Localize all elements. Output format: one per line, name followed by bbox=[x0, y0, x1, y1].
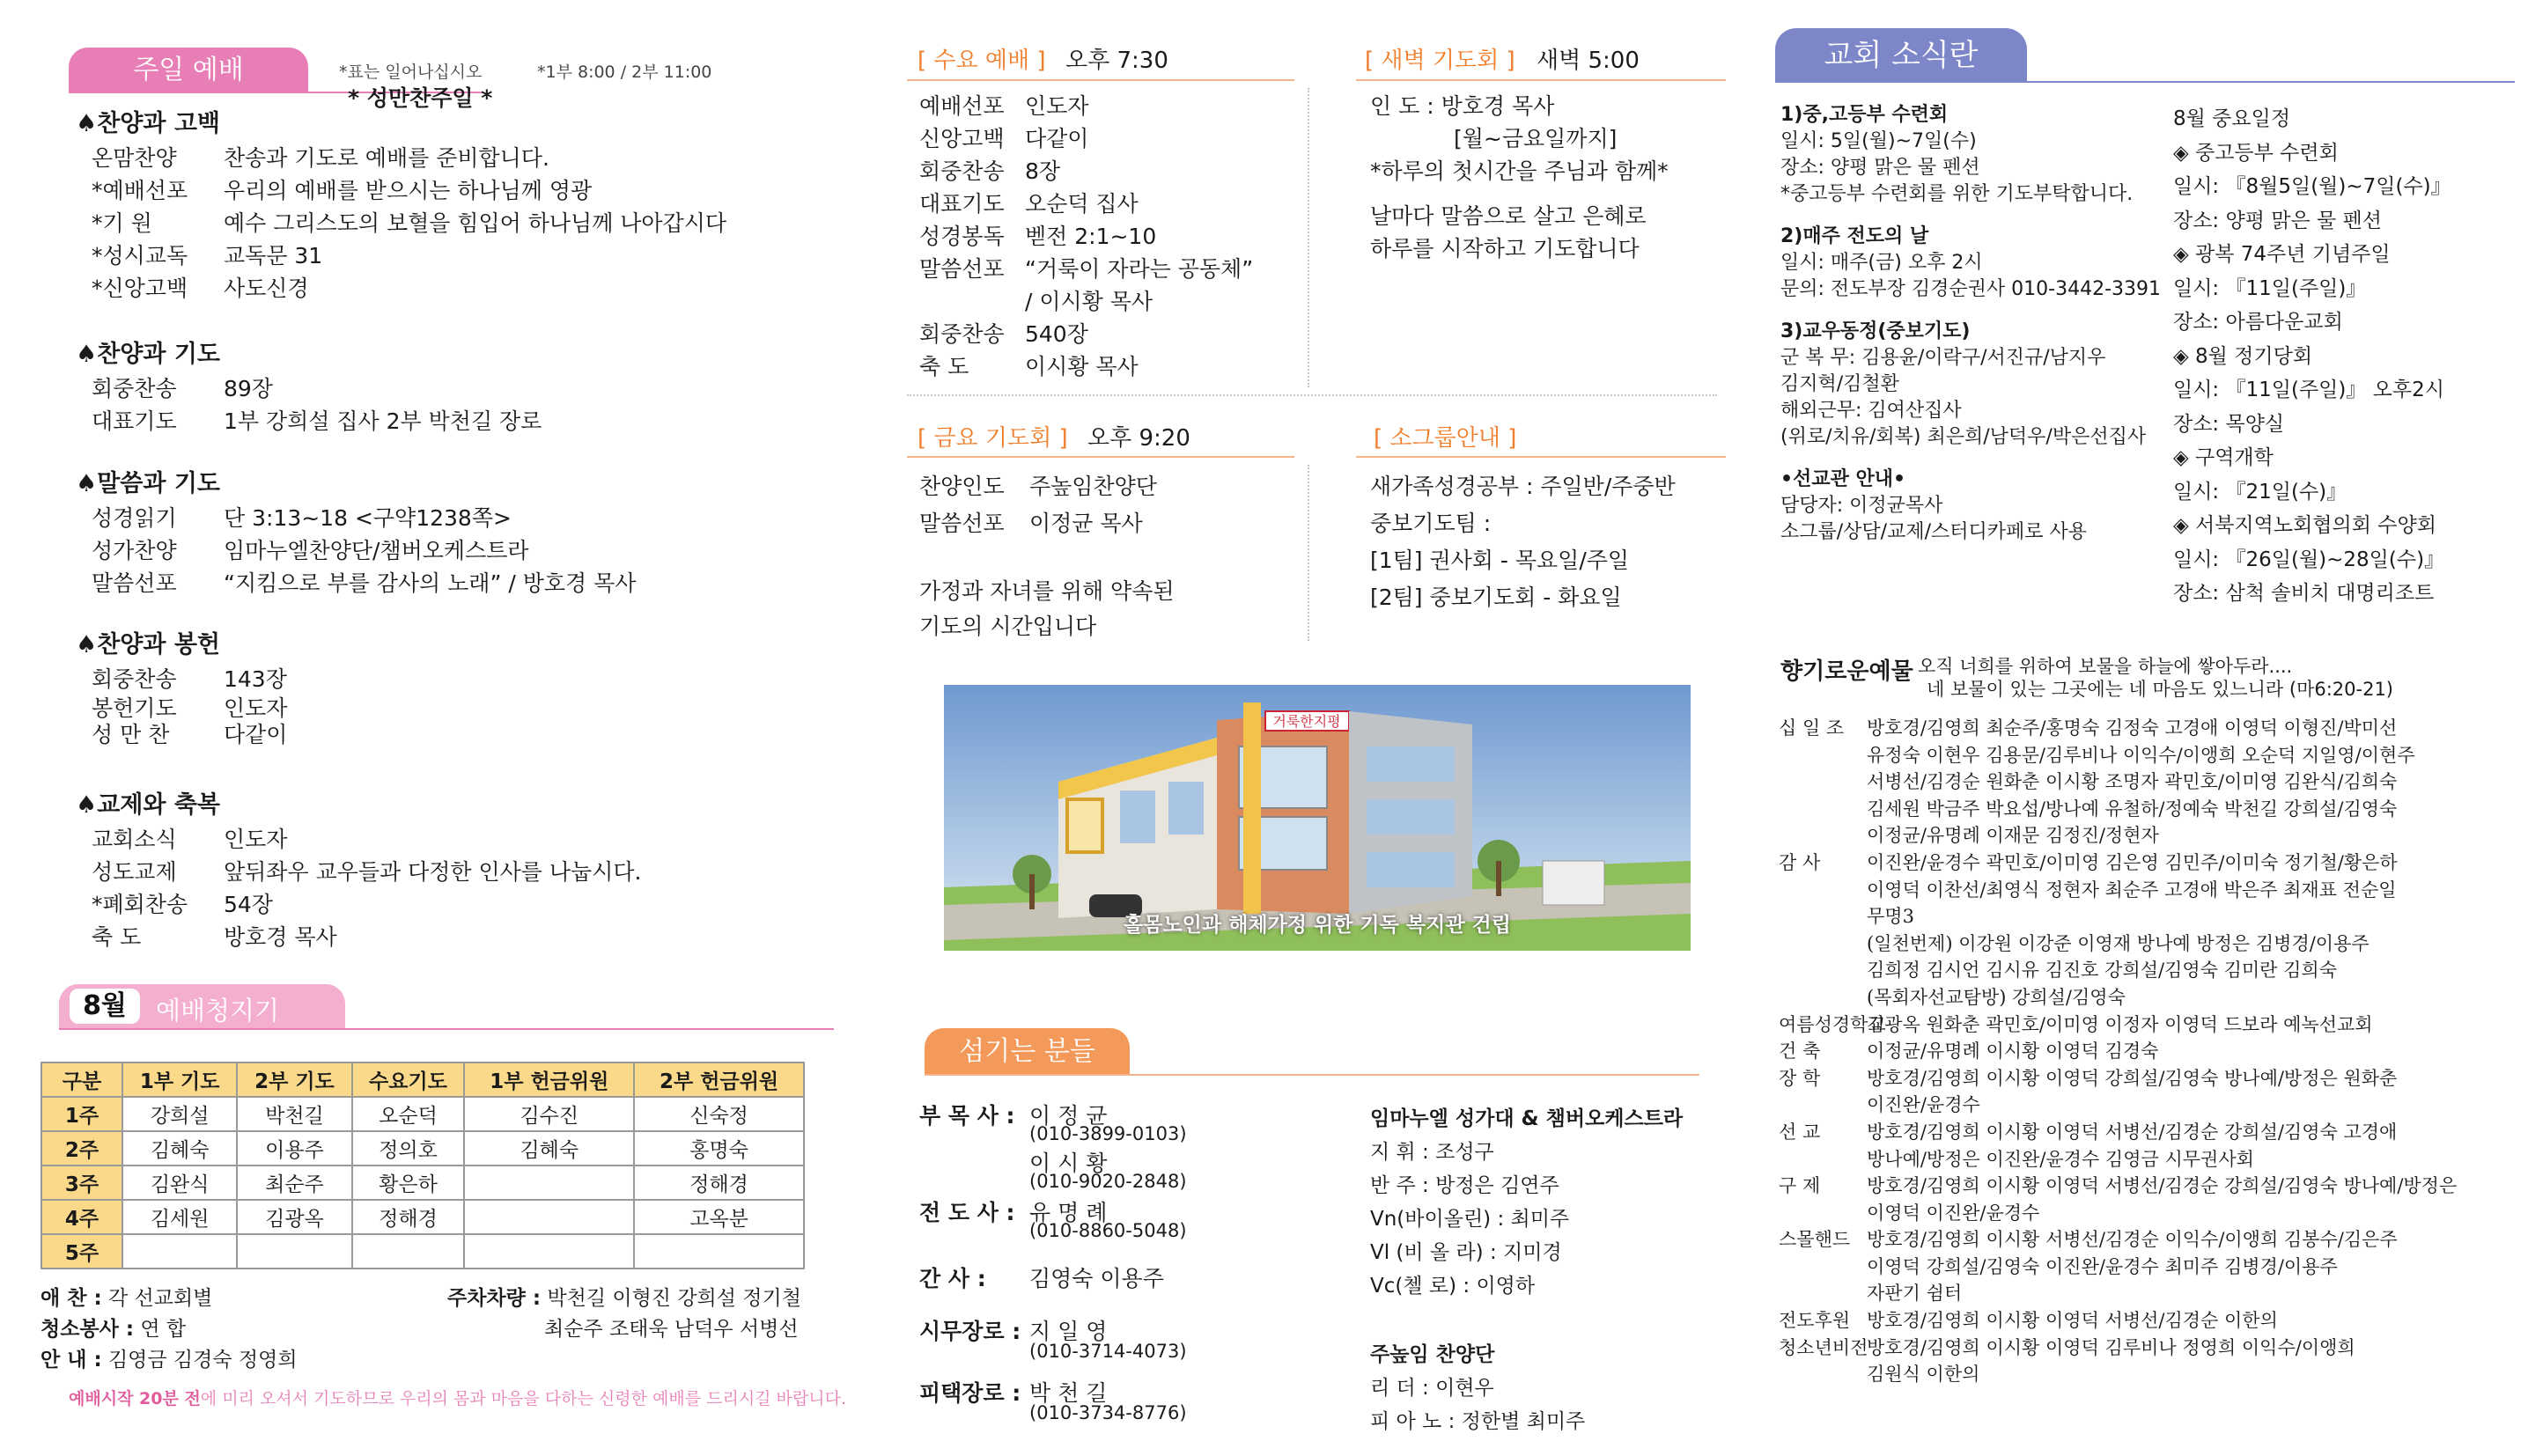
stand-note: *표는 일어나십시오 bbox=[339, 63, 483, 82]
vertical-divider bbox=[1308, 465, 1309, 641]
order-row: *신앙고백 사도신경 bbox=[92, 276, 309, 301]
offering-list bbox=[1779, 715, 2457, 1388]
church-news-tab: 교회 소식란 bbox=[1775, 28, 2027, 81]
section-praise-prayer bbox=[76, 335, 542, 438]
wed-underline bbox=[907, 79, 1294, 81]
offering-line: 방나예/방정은 이진완/윤경수 김영금 시무권사회 bbox=[1867, 1148, 2254, 1170]
order-row: *폐회찬송 54장 bbox=[92, 892, 273, 917]
order-row: 성경봉독 벧전 2:1~10 bbox=[919, 224, 1157, 249]
news-line bbox=[1780, 451, 2161, 467]
news-line: 김지혁/김철환 bbox=[1780, 373, 1899, 395]
small-group-line: [1팀] 권사회 - 목요일/주일 bbox=[1370, 548, 1630, 573]
order-row: 교회소식 인도자 bbox=[92, 827, 288, 852]
building-sign: 거룩한지평 bbox=[1272, 713, 1341, 730]
duty-cell bbox=[634, 1234, 804, 1268]
news-line: 1)중,고등부 수련회 bbox=[1780, 104, 1949, 126]
praise-team-line: 피 아 노 : 정한별 최미주 bbox=[1370, 1410, 1586, 1433]
welfare-center-image bbox=[944, 685, 1691, 951]
small-group-info bbox=[1370, 468, 1676, 616]
section-praise-offering bbox=[76, 625, 287, 748]
schedule-line: ◈ 중고등부 수련회 bbox=[2173, 141, 2339, 165]
schedule-line: 장소: 삼척 솔비치 대명리조트 bbox=[2173, 582, 2435, 605]
news-line: 장소: 양평 맑은 물 펜션 bbox=[1780, 157, 1980, 179]
news-line: 3)교우동정(중보기도) bbox=[1780, 320, 1971, 342]
duty-cell: 신숙정 bbox=[634, 1097, 804, 1131]
building-caption: 홀몸노인과 해체가정 위한 기독 복지관 건립 bbox=[1124, 914, 1511, 937]
offering-line: 이영덕 강희설/김영숙 이진완/윤경수 최미주 김병경/이용주 bbox=[1867, 1255, 2338, 1277]
offering-line: 김세원 박금주 박요섭/방나예 유철하/정예숙 박천길 강희설/김영숙 bbox=[1867, 798, 2398, 820]
duty-cell: 오순덕 bbox=[352, 1097, 465, 1131]
order-row: 회중찬송 143장 bbox=[92, 666, 287, 692]
order-row: 축 도 이시황 목사 bbox=[919, 354, 1139, 379]
staff-elect-elder: 피택장로 : 박 천 길 (010-3734-8776) bbox=[919, 1380, 1187, 1423]
order-row: 말씀선포 “지킴으로 부를 감사의 노래” / 방호경 목사 bbox=[92, 570, 637, 596]
duty-row bbox=[41, 1234, 804, 1268]
duty-header-cell: 구분 bbox=[41, 1063, 122, 1097]
news-line: 일시: 매주(금) 오후 2시 bbox=[1780, 252, 1983, 274]
order-row: 성도교제 앞뒤좌우 교우들과 다정한 인사를 나눕시다. bbox=[92, 859, 642, 885]
duty-header-cell: 2부 헌금위원 bbox=[634, 1063, 804, 1097]
fri-note-line: 기도의 시간입니다 bbox=[919, 614, 1097, 639]
dawn-line: 하루를 시작하고 기도합니다 bbox=[1370, 236, 1640, 261]
offering-line: 김원식 이한의 bbox=[1867, 1364, 1980, 1386]
section-title: ♠찬양과 기도 bbox=[76, 341, 221, 368]
order-row: 회중찬송 89장 bbox=[92, 376, 273, 401]
news-line: 해외근무: 김여산집사 bbox=[1780, 400, 1962, 422]
order-row: 신앙고백 다같이 bbox=[919, 126, 1089, 151]
duty-cell: 박천길 bbox=[237, 1097, 351, 1131]
sunday-worship-column bbox=[35, 0, 847, 1456]
dawn-time: 새벽 5:00 bbox=[1537, 48, 1640, 74]
duty-row bbox=[41, 1097, 804, 1131]
section-title: ♠찬양과 봉헌 bbox=[76, 631, 221, 658]
wed-time: 오후 7:30 bbox=[1065, 48, 1168, 74]
dawn-info bbox=[1370, 90, 1669, 265]
duty-tab-month: 8월 bbox=[70, 989, 140, 1024]
time-note: *1부 8:00 / 2부 11:00 bbox=[537, 63, 712, 82]
news-line: (위로/치유/회복) 최은희/남덕우/박은선집사 bbox=[1780, 426, 2147, 448]
offering-line: 장 학 방호경/김영희 이시황 이영덕 강희설/김영숙 방나예/방정은 원화춘 bbox=[1779, 1067, 2398, 1089]
choir-line: Vl (비 올 라) : 지미경 bbox=[1370, 1241, 1562, 1264]
staff-serving-elder: 시무장로 : 지 일 영 (010-3714-4073) bbox=[919, 1319, 1187, 1362]
section-fellowship-blessing bbox=[76, 785, 641, 953]
small-group-line: 새가족성경공부 : 주일반/주중반 bbox=[1370, 474, 1676, 499]
staff-evangelist: 전 도 사 : 유 명 례 (010-8860-5048) bbox=[919, 1200, 1187, 1241]
news-line bbox=[1780, 303, 2161, 319]
order-row: 말씀선포 “거룩이 자라는 공동체” bbox=[919, 256, 1254, 282]
offering-line: 전도후원 방호경/김영희 이시황 이영덕 서병선/김경순 이한의 bbox=[1779, 1310, 2278, 1332]
fri-note-line: 가정과 자녀를 위해 약속된 bbox=[919, 578, 1175, 604]
order-row: 대표기도 1부 강희설 집사 2부 박천길 장로 bbox=[92, 408, 542, 434]
duty-row bbox=[41, 1200, 804, 1234]
staff-tab: 섬기는 분들 bbox=[925, 1028, 1130, 1074]
order-row: 축 도 방호경 목사 bbox=[92, 924, 337, 950]
schedule-line: 8월 중요일정 bbox=[2173, 107, 2291, 130]
dawn-underline bbox=[1356, 79, 1726, 81]
duty-cell: 김혜숙 bbox=[464, 1131, 634, 1166]
footer-cleaning: 청소봉사 : 연 합 bbox=[41, 1318, 187, 1341]
horizontal-dotted-divider bbox=[907, 394, 1717, 396]
duty-cell bbox=[122, 1234, 237, 1268]
small-group-title: [ 소그룹안내 ] bbox=[1374, 425, 1517, 452]
praise-team-line: 리 더 : 이현우 bbox=[1370, 1377, 1494, 1400]
duty-cell: 정해경 bbox=[634, 1166, 804, 1200]
duty-cell bbox=[237, 1234, 351, 1268]
choir-line: 지 휘 : 조성구 bbox=[1370, 1141, 1494, 1164]
order-row: 찬양인도 주높임찬양단 bbox=[919, 474, 1157, 499]
news-line: •선교관 안내• bbox=[1780, 468, 1906, 490]
duty-cell bbox=[464, 1234, 634, 1268]
order-row: 회중찬송 8장 bbox=[919, 158, 1061, 184]
section-title: ♠말씀과 기도 bbox=[76, 470, 221, 497]
fri-title: [ 금요 기도회 ] bbox=[918, 425, 1068, 452]
duty-cell: 황은하 bbox=[352, 1166, 465, 1200]
section-title: ♠찬양과 고백 bbox=[76, 110, 221, 137]
duty-cell bbox=[464, 1166, 634, 1200]
duty-cell: 2주 bbox=[41, 1131, 122, 1166]
duty-cell: 강희설 bbox=[122, 1097, 237, 1131]
offering-line: 구 제 방호경/김영희 이시황 이영덕 서병선/김경순 강희설/김영숙 방나예/방정은 bbox=[1779, 1175, 2458, 1197]
news-line bbox=[1780, 208, 2161, 224]
choir-line: 반 주 : 방정은 김연주 bbox=[1370, 1174, 1559, 1197]
duty-cell: 정의호 bbox=[352, 1131, 465, 1166]
schedule-line: 일시: 『11일(주일)』 bbox=[2173, 276, 2367, 300]
verse-line: 오직 너희를 위하여 보물을 하늘에 쌓아두라.... bbox=[1918, 656, 2293, 677]
duty-row bbox=[41, 1131, 804, 1166]
offering-line: 자판기 쉼터 bbox=[1867, 1283, 1963, 1305]
order-row: 봉헌기도 인도자 bbox=[92, 695, 288, 721]
dawn-line bbox=[1370, 188, 1669, 200]
order-row: 성가찬양 임마누엘찬양단/챔버오케스트라 bbox=[92, 538, 529, 563]
offering-line: 이진완/윤경수 bbox=[1867, 1094, 1980, 1116]
fri-note bbox=[919, 574, 1175, 644]
footer-meal: 애 찬 : 각 선교회별 bbox=[41, 1287, 213, 1310]
offering-title: 향기로운예물 bbox=[1780, 658, 1913, 685]
small-group-line: [2팀] 중보기도회 - 화요일 bbox=[1370, 585, 1622, 610]
offering-line: 이영덕 이진완/윤경수 bbox=[1867, 1202, 2040, 1224]
offering-line: 십 일 조 방호경/김영희 최순주/홍명숙 김정숙 고경애 이영덕 이형진/박미선 bbox=[1779, 717, 2398, 739]
offering-line: 감 사 이진완/윤경수 곽민호/이미영 김은영 김민주/이미숙 정기철/황은하 bbox=[1779, 851, 2398, 873]
offering-line: (목회자선교탐방) 강희설/김영숙 bbox=[1867, 986, 2126, 1008]
schedule-line: 일시: 『21일(수)』 bbox=[2173, 480, 2347, 504]
news-line: 군 복 무: 김용윤/이락구/서진규/남지우 bbox=[1780, 347, 2106, 369]
footer-guide: 안 내 : 김영금 김경숙 정영희 bbox=[41, 1349, 298, 1371]
order-row: 성 만 찬 다같이 bbox=[92, 722, 288, 747]
duty-cell: 5주 bbox=[41, 1234, 122, 1268]
dawn-title: [ 새벽 기도회 ] bbox=[1365, 48, 1515, 74]
news-line: 담당자: 이정균목사 bbox=[1780, 495, 1943, 517]
duty-table-header bbox=[41, 1063, 804, 1097]
praise-team-title: 주높임 찬양단 bbox=[1370, 1343, 1495, 1366]
order-row: 말씀선포 이정균 목사 bbox=[919, 511, 1143, 536]
duty-footer bbox=[41, 1283, 833, 1376]
offering-line: 유정숙 이현우 김용문/김루비나 이익수/이앵희 오순덕 지일영/이현주 bbox=[1867, 744, 2415, 766]
duty-cell: 김완식 bbox=[122, 1166, 237, 1200]
order-row: 회중찬송 540장 bbox=[919, 321, 1088, 347]
schedule-line: ◈ 구역개학 bbox=[2173, 446, 2274, 469]
staff-underline bbox=[925, 1074, 1699, 1076]
footer-notice: 예배시작 20분 전에 미리 오셔서 기도하므로 우리의 몸과 마음을 다하는 신령한 예배를 드리시길 바랍니다. bbox=[69, 1389, 847, 1408]
news-underline bbox=[1775, 81, 2515, 83]
order-row: 성경읽기 단 3:13~18 <구약1238쪽> bbox=[92, 505, 512, 531]
offering-line: 이정균/유명례 이재문 김정진/정현자 bbox=[1867, 825, 2159, 847]
duty-tab-label: 예배청지기 bbox=[156, 996, 280, 1026]
news-line: 2)매주 전도의 날 bbox=[1780, 225, 1929, 247]
dawn-line: 날마다 말씀으로 살고 은혜로 bbox=[1370, 203, 1647, 229]
news-line: 일시: 5일(월)~7일(수) bbox=[1780, 130, 1977, 152]
dawn-line: *하루의 첫시간을 주님과 함께* bbox=[1370, 158, 1669, 184]
duty-cell bbox=[464, 1200, 634, 1234]
fri-underline bbox=[907, 456, 1294, 458]
wed-title: [ 수요 예배 ] bbox=[918, 48, 1046, 74]
news-line: 소그룹/상담/교제/스터디카페로 사용 bbox=[1780, 521, 2088, 543]
duty-cell: 4주 bbox=[41, 1200, 122, 1234]
fri-time: 오후 9:20 bbox=[1087, 425, 1190, 452]
sunday-worship-tab: 주일 예배 bbox=[69, 48, 308, 92]
duty-cell: 고옥분 bbox=[634, 1200, 804, 1234]
schedule-line: ◈ 광복 74주년 기념주일 bbox=[2173, 243, 2391, 266]
section-praise-confession bbox=[76, 104, 726, 305]
duty-header-cell: 2부 기도 bbox=[237, 1063, 351, 1097]
choir-line: Vn(바이올린) : 최미주 bbox=[1370, 1208, 1570, 1231]
schedule-line: 장소: 목양실 bbox=[2173, 412, 2285, 436]
offering-line: 무명3 bbox=[1867, 906, 1914, 928]
small-group-line: 중보기도팀 : bbox=[1370, 511, 1492, 536]
duty-cell: 김혜숙 bbox=[122, 1131, 237, 1166]
choir-title: 임마누엘 성가대 & 챔버오케스트라 bbox=[1370, 1107, 1684, 1130]
duty-cell: 이용주 bbox=[237, 1131, 351, 1166]
duty-underline bbox=[59, 1028, 834, 1030]
choir-info bbox=[1370, 1102, 1683, 1438]
duty-table bbox=[41, 1062, 805, 1269]
order-row: 대표기도 오순덕 집사 bbox=[919, 191, 1139, 217]
duty-header-cell: 1부 헌금위원 bbox=[464, 1063, 634, 1097]
church-news-column bbox=[1770, 0, 2527, 1456]
dawn-line: 인 도 : 방호경 목사 bbox=[1370, 93, 1555, 119]
footer-parking: 주차차량 : 박천길 이형진 강희설 정기철 최순주 조태욱 남덕우 서병선 bbox=[447, 1287, 801, 1341]
offering-line: 스몰핸드 방호경/김영희 이시황 서병선/김경순 이익수/이앵희 김봉수/김은주 bbox=[1779, 1229, 2398, 1251]
duty-cell: 최순주 bbox=[237, 1166, 351, 1200]
schedule-line: 일시: 『11일(주일)』 오후2시 bbox=[2173, 379, 2444, 401]
offering-verse bbox=[1918, 655, 2393, 701]
offering-line: 여름성경학교김광옥 원화춘 곽민호/이미영 이정자 이영덕 드보라 예녹선교회 bbox=[1779, 1013, 2373, 1035]
duty-cell bbox=[352, 1234, 465, 1268]
order-row: *성시교독 교독문 31 bbox=[92, 243, 323, 268]
duty-cell: 김수진 bbox=[464, 1097, 634, 1131]
schedule-line: 일시: 『26일(월)~28일(수)』 bbox=[2173, 548, 2445, 571]
order-row: *예배선포 우리의 예배를 받으시는 하나님께 영광 bbox=[92, 178, 593, 203]
order-row: 예배선포 인도자 bbox=[919, 93, 1089, 119]
staff-assoc-pastor: 부 목 사 : 이 정 균 (010-3899-0103) 이 시 황 (010-9020-2848) bbox=[919, 1103, 1187, 1192]
order-row: *기 원 예수 그리스도의 보혈을 힘입어 하나님께 나아갑시다 bbox=[92, 210, 727, 236]
dawn-line: [월~금요일까지] bbox=[1454, 126, 1618, 151]
vertical-divider bbox=[1308, 88, 1309, 387]
staff-admin: 간 사 : 김영숙 이용주 bbox=[919, 1266, 1164, 1291]
schedule-line: 장소: 아름다운교회 bbox=[2173, 311, 2343, 334]
duty-cell: 김광옥 bbox=[237, 1200, 351, 1234]
offering-line: 선 교 방호경/김영희 이시황 이영덕 서병선/김경순 강희설/김영숙 고경애 bbox=[1779, 1121, 2398, 1143]
choir-line: Vc(첼 로) : 이영하 bbox=[1370, 1275, 1536, 1298]
duty-cell: 정해경 bbox=[352, 1200, 465, 1234]
news-right bbox=[2173, 102, 2451, 611]
offering-line: 서병선/김경순 원화춘 이시황 조명자 곽민호/이미영 김완식/김희숙 bbox=[1867, 771, 2398, 793]
duty-cell: 3주 bbox=[41, 1166, 122, 1200]
offering-line: 김희정 김시언 김시유 김진호 강희설/김영숙 김미란 김희숙 bbox=[1867, 960, 2337, 982]
duty-row bbox=[41, 1166, 804, 1200]
duty-cell: 1주 bbox=[41, 1097, 122, 1131]
schedule-line: 장소: 양평 맑은 물 펜션 bbox=[2173, 209, 2382, 232]
small-group-underline bbox=[1356, 456, 1726, 458]
schedule-line: 일시: 『8월5일(월)~7일(수)』 bbox=[2173, 175, 2451, 198]
section-rows bbox=[76, 142, 726, 305]
offering-line: 이영덕 이찬선/최영식 정현자 최순주 고경애 박은주 최재표 전순일 bbox=[1867, 879, 2397, 901]
fri-order bbox=[919, 468, 1157, 542]
news-left bbox=[1780, 102, 2161, 546]
duty-header-cell: 수요기도 bbox=[352, 1063, 465, 1097]
order-row: / 이시황 목사 bbox=[1025, 289, 1153, 314]
wed-order bbox=[919, 90, 1253, 383]
order-row: 온맘찬양 찬송과 기도로 예배를 준비합니다. bbox=[92, 145, 549, 171]
duty-cell: 김세원 bbox=[122, 1200, 237, 1234]
duty-cell: 홍명숙 bbox=[634, 1131, 804, 1166]
news-line: *중고등부 수련회를 위한 기도부탁합니다. bbox=[1780, 183, 2134, 205]
offering-line: (일천번제) 이강원 이강준 이영재 방나예 방정은 김병경/이용주 bbox=[1867, 932, 2370, 954]
offering-line: 청소년비전방호경/김영희 이시황 이영덕 김루비나 정영희 이익수/이앵희 bbox=[1779, 1336, 2355, 1358]
communion-subtitle: * 성만찬주일 * bbox=[348, 85, 493, 111]
duty-tab bbox=[59, 984, 345, 1028]
duty-header-cell: 1부 기도 bbox=[122, 1063, 237, 1097]
offering-line: 건 축 이정균/유명례 이시황 이영덕 김경숙 bbox=[1779, 1041, 2159, 1063]
weekday-column bbox=[907, 0, 1717, 1456]
schedule-line: ◈ 서북지역노회협의회 수양회 bbox=[2173, 514, 2436, 537]
news-line: 문의: 전도부장 김경순권사 010-3442-3391 bbox=[1780, 278, 2162, 300]
verse-line: 네 보물이 있는 그곳에는 네 마음도 있느니라 (마6:20-21) bbox=[1927, 679, 2394, 700]
section-word-prayer bbox=[76, 464, 636, 599]
section-title: ♠교제와 축복 bbox=[76, 791, 221, 819]
schedule-line: ◈ 8월 정기당회 bbox=[2173, 344, 2313, 368]
staff-list bbox=[919, 1099, 1187, 1438]
